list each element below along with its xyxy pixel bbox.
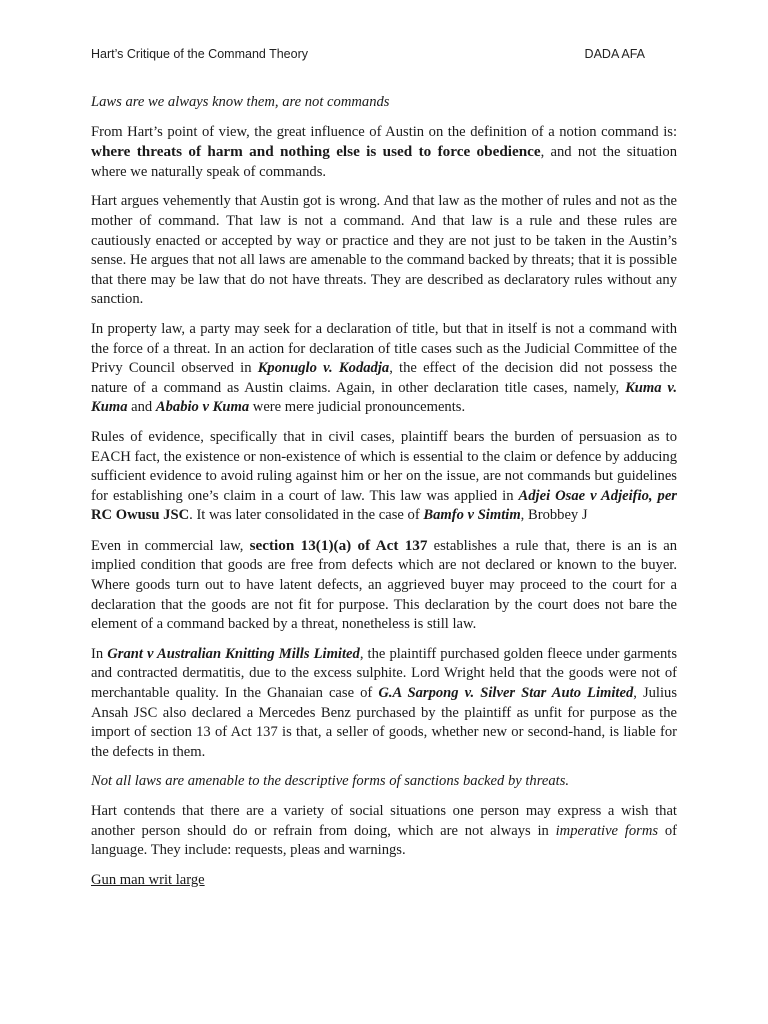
header-author: DADA AFA — [584, 47, 645, 61]
p7-text-end: of language. They include: requests, pleas and warnings. — [91, 822, 677, 859]
p6-text-2: , the plaintiff purchased golden fleece under garments and contracted dermatitis, due to the excess sulphite. Lord Wright held that the goods were not of merchantable quality. In the Ghanaian case of — [91, 645, 678, 702]
paragraph-3 — [91, 320, 677, 418]
p6-text: In — [91, 645, 108, 662]
paragraph-7 — [91, 802, 677, 861]
p3-and: and — [127, 399, 156, 416]
page-header — [91, 47, 645, 61]
document-body — [91, 93, 677, 900]
p4-text-end: , Brobbey J — [520, 507, 588, 524]
subheading-laws-not-commands: Laws are we always know them, are not commands — [91, 94, 390, 110]
p7-text: Hart contends that there are a variety of social situations one person may express a wish that another person should do or refrain from doing, which are not always in — [91, 803, 677, 839]
p1-text-end: , and not the situation where we naturally speak of commands. — [91, 144, 677, 180]
p7-italic: imperative forms — [555, 822, 659, 839]
section-heading-gun-man: Gun man writ large — [91, 871, 205, 888]
paragraph-2: Hart argues vehemently that Austin got is wrong. And that law as the mother of rules and not as the mother of command. That law is not a command. And that law is a rule and these rules are cautiously enacted or accepted by way or practice and they are not just to be taken in the Austin’s sense. He argues that not all laws are amenable to the command backed by threats; that it is possible that there may be law that do not have threats. They are described as declaratory rules without any sanction. — [91, 193, 677, 308]
case-ababio: Ababio v Kuma — [155, 399, 250, 416]
subheading-not-all-laws: Not all laws are amenable to the descriptive forms of sanctions backed by threats. — [91, 773, 570, 790]
p3-text: In property law, a party may seek for a declaration of title, but that in itself is not a command with the force of a threat. In an action for declaration of title cases such as the Judicial Committee of the Privy Council observed in — [91, 320, 677, 377]
p4-text-2: . It was later consolidated in the case of — [189, 507, 424, 524]
paragraph-6 — [91, 645, 677, 763]
p5-text: Even in commercial law, — [91, 537, 250, 554]
case-kponuglo: Kponuglo v. Kodadja — [257, 360, 390, 377]
p1-bold: where threats of harm and nothing else is used to force obedience — [91, 143, 541, 161]
case-kuma: Kuma v. Kuma — [91, 379, 677, 416]
case-bamfo: Bamfo v Simtim — [423, 507, 521, 524]
header-title: Hart’s Critique of the Command Theory — [91, 47, 308, 61]
p6-text-end: , Julius Ansah JSC also declared a Mercedes Benz purchased by the plaintiff as unfit for purpose as the import of section 13 of Act 137 is that, a seller of goods, whether new or second-hand, is liable for the defects in them. — [91, 685, 678, 760]
case-sarpong: G.A Sarpong v. Silver Star Auto Limited — [378, 685, 634, 702]
p3-text-end: were mere judicial pronouncements. — [249, 399, 466, 416]
p1-text: From Hart’s point of view, the great influence of Austin on the definition of a notion command is: — [91, 123, 677, 140]
case-grant: Grant v Australian Knitting Mills Limited — [107, 645, 360, 662]
judge-owusu: RC Owusu JSC — [91, 507, 190, 524]
paragraph-4 — [91, 428, 677, 526]
p4-text: Rules of evidence, specifically that in civil cases, plaintiff bears the burden of persuasion as to EACH fact, the existence or non-existence of which is essential to the claim or defence by adducing sufficient evidence to avoid ruling against him or her on the issue, are not commands but guidelines for establishing one’s claim in a court of law. This law was applied in — [91, 428, 677, 504]
paragraph-5 — [91, 536, 677, 635]
case-adjei-osae: Adjei Osae v Adjeifio, per — [518, 487, 677, 504]
paragraph-1 — [91, 123, 677, 183]
statute-section-13: section 13(1)(a) of Act 137 — [249, 536, 428, 554]
p3-text-2: , the effect of the decision did not possess the nature of a command as Austin claims. Again, in other declaration title cases, namely, — [91, 360, 677, 396]
p5-text-end: establishes a rule that, there is an is an implied condition that goods are free from defects which are not declared or known to the buyer. Where goods turn out to have latent defects, an aggrieved buyer may proceed to the court for a declaration that the goods are not fit for purpose. This declaration by the court does not bare the element of a command backed by a threat, nonetheless is still law. — [91, 537, 677, 633]
